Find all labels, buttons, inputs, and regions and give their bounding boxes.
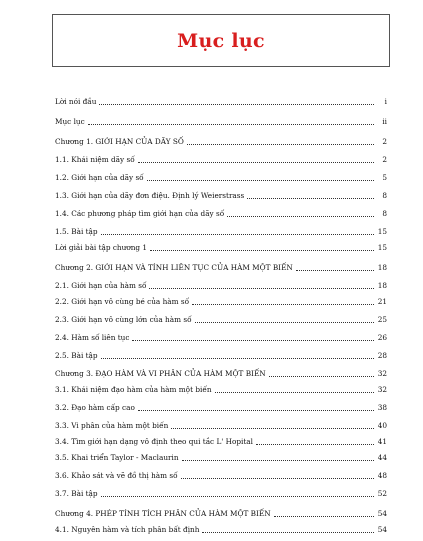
toc-chapter-entry[interactable] <box>52 262 387 274</box>
toc-section-entry[interactable] <box>52 242 387 254</box>
toc-entry-label: 1.2. Giới hạn của dãy số <box>55 173 144 182</box>
toc-page-number: 32 <box>377 369 387 378</box>
toc-dot-leader <box>171 420 374 429</box>
toc-entry-label: Chương 2. GIỚI HẠN VÀ TÍNH LIÊN TỤC CỦA HÀM MỘT BIẾN <box>55 263 293 272</box>
toc-section-entry[interactable] <box>52 154 387 166</box>
toc-page-number: 2 <box>382 155 387 164</box>
toc-entry-label: Chương 3. ĐẠO HÀM VÀ VI PHÂN CỦA HÀM MỘT BIẾN <box>55 369 266 378</box>
toc-dot-leader <box>227 208 374 217</box>
toc-page-number: 40 <box>377 421 387 430</box>
toc-section-entry[interactable] <box>52 470 387 482</box>
page-title: Mục lục <box>177 29 265 52</box>
toc-dot-leader <box>138 402 374 411</box>
toc-page-number: 28 <box>377 351 387 360</box>
toc-dot-leader <box>215 384 374 393</box>
toc-section-entry[interactable] <box>52 296 387 308</box>
toc-section-entry[interactable] <box>52 524 387 536</box>
toc-chapter-entry[interactable] <box>52 368 387 380</box>
toc-section-entry[interactable] <box>52 314 387 326</box>
toc-dot-leader <box>274 508 374 517</box>
toc-page-number: 15 <box>377 227 387 236</box>
toc-page-number: 18 <box>377 281 387 290</box>
toc-page-number: 25 <box>377 315 387 324</box>
toc-section-entry[interactable] <box>52 172 387 184</box>
toc-section-entry[interactable] <box>52 402 387 414</box>
toc-dot-leader <box>296 262 374 271</box>
toc-dot-leader <box>195 314 374 323</box>
toc-page-number: 32 <box>377 385 387 394</box>
toc-section-entry[interactable] <box>52 96 387 108</box>
toc-entry-label: 2.1. Giới hạn của hàm số <box>55 281 147 290</box>
toc-dot-leader <box>101 350 374 359</box>
toc-section-entry[interactable] <box>52 226 387 238</box>
toc-dot-leader <box>181 470 374 479</box>
toc-page-number: 54 <box>377 525 387 534</box>
toc-section-entry[interactable] <box>52 116 387 128</box>
toc-entry-label: Mục lục <box>55 117 85 126</box>
toc-dot-leader <box>247 190 374 199</box>
toc-entry-label: Lời giải bài tập chương 1 <box>55 243 148 252</box>
toc-page-number: 5 <box>382 173 387 182</box>
toc-dot-leader <box>88 116 374 125</box>
toc-section-entry[interactable] <box>52 190 387 202</box>
toc-section-entry[interactable] <box>52 280 387 292</box>
toc-entry-label: 1.4. Các phương pháp tìm giới hạn của dãy số <box>55 209 225 218</box>
toc-page-number: 21 <box>377 297 387 306</box>
toc-page-number: i <box>384 97 387 106</box>
toc-entry-label: 1.1. Khái niệm dãy số <box>55 155 135 164</box>
toc-entry-label: 2.5. Bài tập <box>55 351 98 360</box>
toc-dot-leader <box>149 280 374 289</box>
toc-entry-label: 3.5. Khai triển Taylor - Maclaurin <box>55 453 179 462</box>
toc-page-number: 48 <box>377 471 387 480</box>
toc-dot-leader <box>256 436 374 445</box>
toc-page-number: 18 <box>377 263 387 272</box>
toc-section-entry[interactable] <box>52 384 387 396</box>
toc-page-number: 2 <box>382 137 387 146</box>
toc-section-entry[interactable] <box>52 488 387 500</box>
toc-entry-label: 2.4. Hàm số liên tục <box>55 333 130 342</box>
toc-page-number: 8 <box>382 191 387 200</box>
toc-page-number: 54 <box>377 509 387 518</box>
toc-chapter-entry[interactable] <box>52 508 387 520</box>
toc-entry-label: Chương 1. GIỚI HẠN CỦA DÃY SỐ <box>55 137 184 146</box>
toc-entry-label: 3.3. Vi phân của hàm một biến <box>55 421 169 430</box>
toc-page-number: ii <box>382 117 387 126</box>
toc-section-entry[interactable] <box>52 208 387 220</box>
toc-entry-label: 4.1. Nguyên hàm và tích phân bất định <box>55 525 200 534</box>
toc-dot-leader <box>269 368 374 377</box>
toc-entry-label: 2.2. Giới hạn vô cùng bé của hàm số <box>55 297 190 306</box>
toc-page-number: 26 <box>377 333 387 342</box>
toc-dot-leader <box>147 172 374 181</box>
toc-entry-label: Lời nói đầu <box>55 97 97 106</box>
toc-dot-leader <box>150 242 374 251</box>
toc-page-number: 38 <box>377 403 387 412</box>
toc-dot-leader <box>187 136 374 145</box>
toc-entry-label: 3.6. Khảo sát và vẽ đồ thị hàm số <box>55 471 178 480</box>
toc-entry-label: 3.1. Khái niệm đạo hàm của hàm một biến <box>55 385 212 394</box>
toc-entry-label: 3.4. Tìm giới hạn dạng vô định theo qui tắc L' Hopital <box>55 437 253 446</box>
title-box <box>52 14 390 67</box>
toc-section-entry[interactable] <box>52 436 387 448</box>
toc-dot-leader <box>101 226 374 235</box>
toc-dot-leader <box>99 96 374 105</box>
toc-section-entry[interactable] <box>52 420 387 432</box>
toc-page-number: 44 <box>377 453 387 462</box>
toc-entry-label: 1.3. Giới hạn của dãy đơn điệu. Định lý Weierstrass <box>55 191 245 200</box>
toc-section-entry[interactable] <box>52 332 387 344</box>
toc-page-number: 15 <box>377 243 387 252</box>
toc-chapter-entry[interactable] <box>52 136 387 148</box>
toc-dot-leader <box>101 488 374 497</box>
toc-page-number: 8 <box>382 209 387 218</box>
toc-page-number: 52 <box>377 489 387 498</box>
toc-entry-label: 2.3. Giới hạn vô cùng lớn của hàm số <box>55 315 192 324</box>
toc-entry-label: 3.7. Bài tập <box>55 489 98 498</box>
toc-dot-leader <box>182 452 374 461</box>
toc-entry-label: 3.2. Đạo hàm cấp cao <box>55 403 135 412</box>
toc-entry-label: Chương 4. PHÉP TÍNH TÍCH PHÂN CỦA HÀM MỘT BIẾN <box>55 509 271 518</box>
toc-section-entry[interactable] <box>52 350 387 362</box>
toc-dot-leader <box>138 154 374 163</box>
toc-dot-leader <box>202 524 374 533</box>
toc-section-entry[interactable] <box>52 452 387 464</box>
toc-page-number: 41 <box>377 437 387 446</box>
toc-dot-leader <box>132 332 374 341</box>
toc-entry-label: 1.5. Bài tập <box>55 227 98 236</box>
toc-dot-leader <box>192 296 374 305</box>
